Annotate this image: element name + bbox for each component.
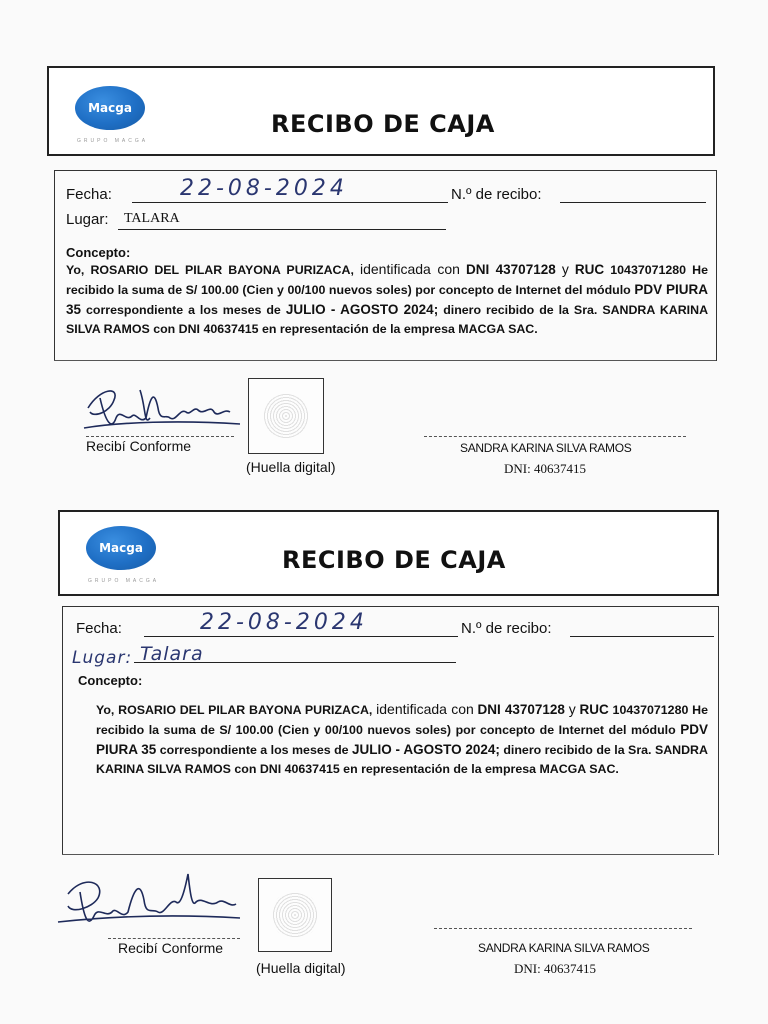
fecha-label: Fecha: <box>76 620 122 637</box>
signature-line <box>108 938 240 939</box>
fecha-underline <box>144 636 458 637</box>
concepto-part: 10437071280 He recibido la suma de S/ 100.00 (Cien y 00/100 nuevos soles) por concepto de Internet del módulo <box>96 703 708 737</box>
logo-text: Macga <box>99 541 143 555</box>
concepto-part: RUC <box>579 702 609 717</box>
concepto-part: y <box>561 261 569 277</box>
fingerprint-box <box>258 878 332 952</box>
firmante-name: SANDRA KARINA SILVA RAMOS <box>478 941 650 955</box>
logo-text: Macga <box>88 101 132 115</box>
concepto-part: correspondiente a los meses de <box>159 743 349 757</box>
fecha-label: Fecha: <box>66 186 112 203</box>
concepto-part: JULIO - AGOSTO 2024; <box>285 302 439 317</box>
concepto-part: dinero recibido de la Sra. SANDRA KARINA SILVA RAMOS con DNI 40637415 en representación de la empresa MACGA SAC. <box>96 743 708 776</box>
receipt-title: RECIBO DE CAJA <box>282 546 506 574</box>
recibo-label: N.º de recibo: <box>461 620 552 637</box>
concepto-part: correspondiente a los meses de <box>86 303 281 317</box>
concepto-part: DNI 43707128 <box>477 702 565 717</box>
receipt-header <box>58 510 719 596</box>
recibo-label: N.º de recibo: <box>451 186 542 203</box>
concepto-part: y <box>568 701 576 717</box>
lugar-label: Lugar: <box>72 648 133 668</box>
receipt-title: RECIBO DE CAJA <box>271 110 495 138</box>
logo-subtitle: GRUPO MACGA <box>88 578 160 584</box>
huella-label: (Huella digital) <box>246 459 336 475</box>
concepto-part: dinero recibido de la Sra. SANDRA KARINA SILVA RAMOS con DNI 40637415 en representación de la empresa MACGA SAC. <box>66 303 709 336</box>
macga-logo <box>86 526 156 570</box>
lugar-value: TALARA <box>124 211 180 226</box>
concepto-part: 10437071280 He recibido la suma de S/ 100.00 (Cien y 00/100 nuevos soles) por concepto de Internet del módulo <box>66 263 708 297</box>
concepto-part: RUC <box>574 262 605 277</box>
lugar-value: Talara <box>140 643 204 665</box>
lugar-label: Lugar: <box>66 211 109 228</box>
body-bottom-line <box>62 854 714 855</box>
concepto-label: Concepto: <box>78 673 143 688</box>
concepto-part: PDV PIURA 35 <box>66 282 708 317</box>
firmante-line <box>434 928 692 929</box>
firmante-dni: DNI: 40637415 <box>504 461 586 476</box>
huella-label: (Huella digital) <box>256 960 346 976</box>
concepto-part: identificada con <box>359 261 460 277</box>
firmante-dni: DNI: 40637415 <box>514 961 596 976</box>
logo-subtitle: GRUPO MACGA <box>77 138 149 144</box>
concepto-part: PDV PIURA 35 <box>96 722 708 757</box>
firmante-name: SANDRA KARINA SILVA RAMOS <box>460 441 632 455</box>
concepto-part: identificada con <box>376 701 474 717</box>
recibi-conforme: Recibí Conforme <box>118 940 224 956</box>
signature-image <box>54 868 244 940</box>
concepto-label: Concepto: <box>66 245 131 260</box>
fecha-value: 22-08-2024 <box>200 610 368 635</box>
fingerprint-image <box>273 893 316 936</box>
recibi-conforme: Recibí Conforme <box>86 438 192 454</box>
concepto-part: Yo, ROSARIO DEL PILAR BAYONA PURIZACA, <box>96 703 373 717</box>
concepto-part: Yo, ROSARIO DEL PILAR BAYONA PURIZACA, <box>66 263 354 277</box>
fecha-value: 22-08-2024 <box>180 176 348 201</box>
concepto-text <box>96 700 708 779</box>
concepto-part: DNI 43707128 <box>466 262 556 277</box>
recibo-underline <box>570 636 714 637</box>
concepto-part: JULIO - AGOSTO 2024; <box>352 742 500 757</box>
